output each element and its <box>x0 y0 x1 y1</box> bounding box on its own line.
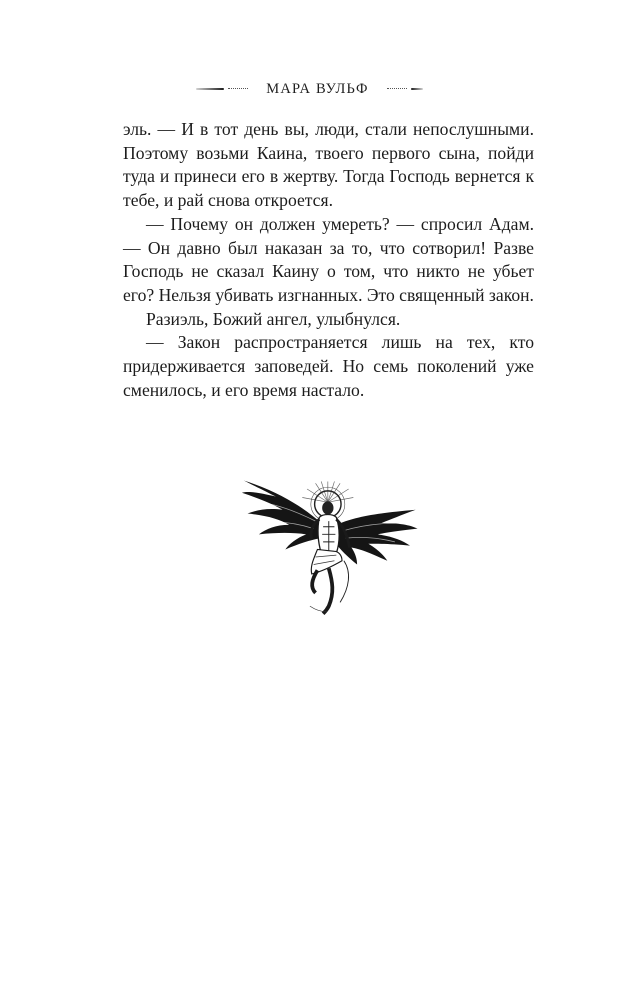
angel-illustration-icon <box>230 455 420 625</box>
paragraph-3: Разиэль, Божий ангел, улыбнулся. <box>146 308 401 329</box>
left-ornament-icon <box>196 79 252 99</box>
paragraph-1: эль. — И в тот день вы, люди, стали непослушными. Поэтому возьми Каина, твоего первого сына, пойди туда и принеси его в жертву. Тогда Господь вернется к тебе, и рай снова откроется. <box>123 119 534 211</box>
running-head-author: МАРА ВУЛЬФ <box>266 81 369 97</box>
body-text <box>123 118 534 402</box>
running-head <box>0 79 619 99</box>
right-ornament-icon <box>383 79 423 99</box>
paragraph-4: — Закон распространяется лишь на тех, кто придерживается заповедей. Но семь поколений уже сменилось, и его время настало. <box>123 332 534 400</box>
paragraph-2: — Почему он должен умереть? — спросил Адам. — Он давно был наказан за то, что сотворил! Разве Господь не сказал Каину о том, что никто не убьет его? Нельзя убивать изгнанных. Это священный закон. <box>123 213 534 305</box>
